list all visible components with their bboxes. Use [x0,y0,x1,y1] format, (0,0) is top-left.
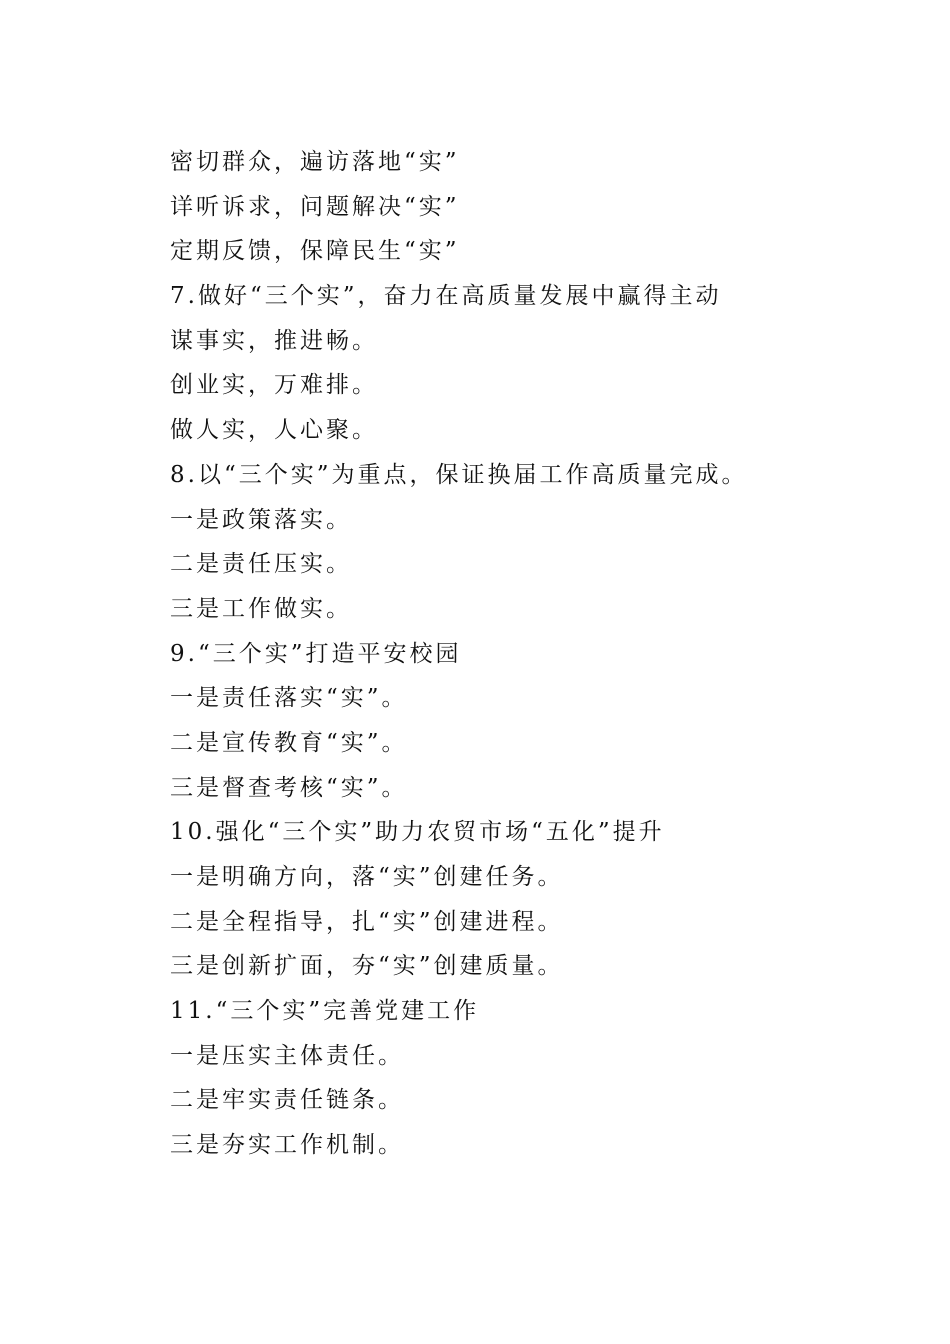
text-line: 二是责任压实。 [170,551,352,578]
text-line: 做人实，人心聚。 [170,417,378,444]
document-body [170,140,870,1168]
text-line: 三是创新扩面，夯“实”创建质量。 [170,953,564,980]
text-line: 二是牢实责任链条。 [170,1087,404,1114]
text-line: 一是责任落实“实”。 [170,685,408,712]
text-line: 一是明确方向，落“实”创建任务。 [170,864,564,890]
text-line: 一是压实主体责任。 [170,1042,404,1069]
text-line: 三是督查考核“实”。 [170,774,408,801]
text-line: 一是政策落实。 [170,506,352,533]
text-line: 定期反馈，保障民生“实” [170,238,460,265]
text-line: 谋事实，推进畅。 [170,327,378,354]
section-heading-10: 10.强化“三个实”助力农贸市场“五化”提升 [170,819,665,846]
text-line: 密切群众，遍访落地“实” [170,149,460,175]
text-line: 创业实，万难排。 [170,372,378,399]
text-line: 详听诉求，问题解决“实” [170,193,460,220]
text-line: 三是工作做实。 [170,595,352,622]
text-line: 二是全程指导，扎“实”创建进程。 [170,908,564,935]
text-line: 三是夯实工作机制。 [170,1132,404,1159]
section-heading-7: 7.做好“三个实”，奋力在高质量发展中赢得主动 [170,283,722,310]
section-heading-8: 8.以“三个实”为重点，保证换届工作高质量完成。 [170,461,748,488]
text-line: 二是宣传教育“实”。 [170,729,408,756]
section-heading-11: 11.“三个实”完善党建工作 [170,998,480,1025]
section-heading-9: 9.“三个实”打造平安校园 [170,640,462,667]
